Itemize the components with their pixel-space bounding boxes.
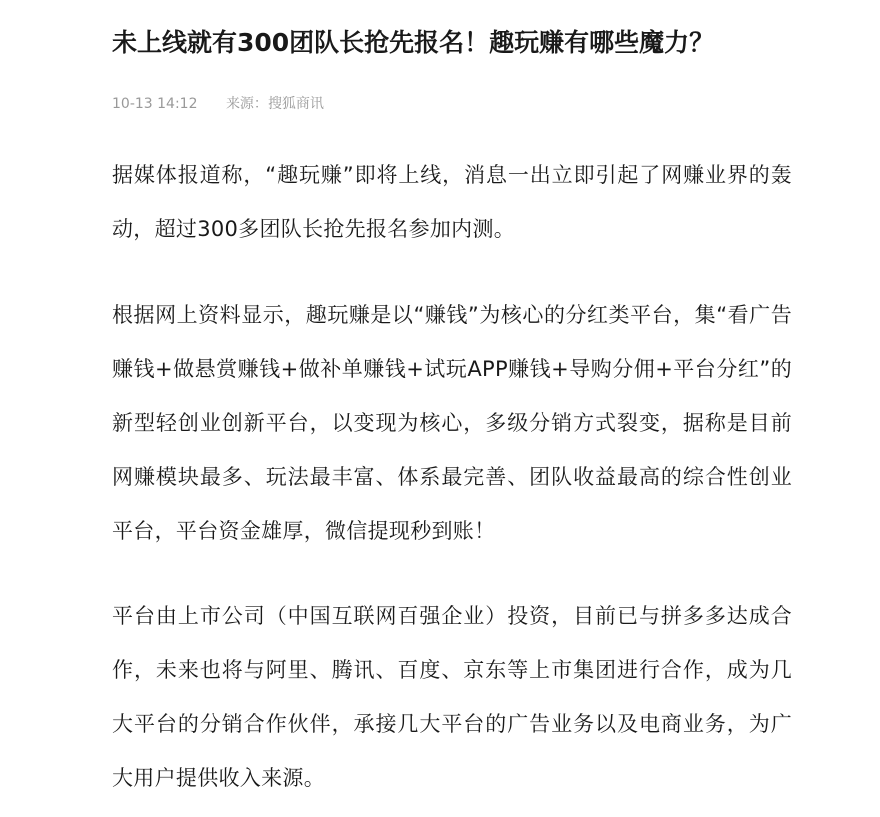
- paragraph-2: 根据网上资料显示，趣玩赚是以“赚钱”为核心的分红类平台，集“看广告赚钱+做悬赏赚钱+做补单赚钱+试玩APP赚钱+导购分佣+平台分红”的新型轻创业创新平台，以变现为核心，多级分销方式裂变，据称是目前网赚模块最多、玩法最丰富、体系最完善、团队收益最高的综合性创业平台，平台资金雄厚，微信提现秒到账！: [112, 303, 792, 543]
- paragraph-1: 据媒体报道称，“趣玩赚”即将上线，消息一出立即引起了网赚业界的轰动，超过300多团队长抢先报名参加内测。: [112, 163, 792, 241]
- source-name[interactable]: 搜狐商讯: [267, 96, 324, 112]
- source-label: 来源：: [225, 96, 268, 112]
- publish-time: 10-13 14:12: [112, 96, 198, 112]
- article-title: 未上线就有300团队长抢先报名！趣玩赚有哪些魔力？: [112, 28, 715, 57]
- paragraph-3: 平台由上市公司（中国互联网百强企业）投资，目前已与拼多多达成合作，未来也将与阿里、腾讯、百度、京东等上市集团进行合作，成为几大平台的分销合作伙伴，承接几大平台的广告业务以及电商业务，为广大用户提供收入来源。: [112, 604, 792, 790]
- source-group: [226, 96, 324, 112]
- article-meta: [112, 94, 324, 114]
